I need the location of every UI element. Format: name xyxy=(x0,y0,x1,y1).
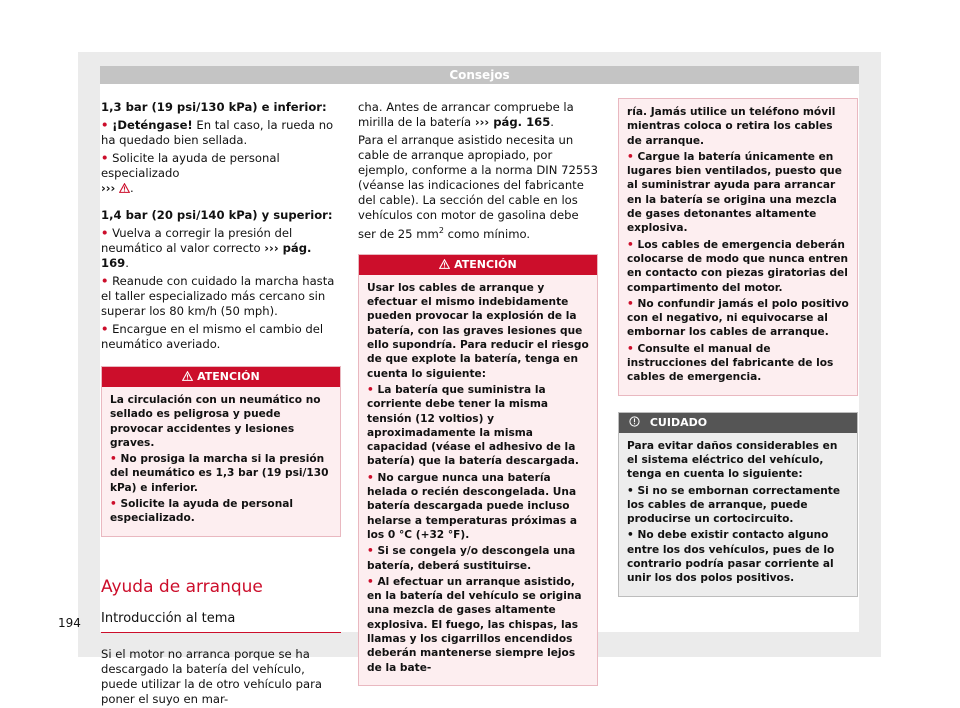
superscript: 2 xyxy=(438,226,444,235)
list-item xyxy=(101,274,341,319)
bullet-icon: • xyxy=(367,545,374,558)
list-item: • Vuelva a corregir la presión del neumático al valor correcto ››› pág. 169. xyxy=(101,226,312,270)
list-item xyxy=(101,118,341,148)
list-item-text: Si no se embornan correctamente los cables de arranque, puede producirse un cortocircuito. xyxy=(627,484,841,526)
info-icon xyxy=(629,416,640,427)
note-box-header xyxy=(619,413,857,433)
list-item-text: Reanude con cuidado la marcha hasta el taller especializado más cercano sin superar los 80 km/h (50 mph). xyxy=(101,274,335,318)
column-3 xyxy=(618,100,858,597)
warning-box-body xyxy=(619,99,857,395)
page-number: 194 xyxy=(58,616,81,630)
bullet-icon: • xyxy=(101,118,109,132)
list-item-text: En tal caso, la rueda no ha quedado bien sellada. xyxy=(101,118,334,147)
bullet-icon: • xyxy=(101,151,109,165)
list-item-text: La batería que suministra la corriente debe tener la misma tensión (12 voltios) y aproximadamente la misma capacidad (véase el adhesivo de la batería) que la batería descargada. xyxy=(367,383,579,468)
list-item xyxy=(627,238,849,295)
column-2 xyxy=(358,100,598,686)
bullet-icon: • xyxy=(627,150,634,163)
warning-box xyxy=(101,366,341,537)
list-item xyxy=(627,150,849,236)
page-reference-link[interactable]: ››› pág. 169 xyxy=(101,241,312,270)
note-title: CUIDADO xyxy=(649,415,708,429)
warning-intro: Usar los cables de arranque y efectuar el mismo indebidamente pueden provocar la explosión de la batería, con las graves lesiones que ello supondría. Para reducir el riesgo de que explote la batería, tenga en cuenta lo siguiente: xyxy=(367,281,589,380)
body-paragraph: Si el motor no arranca porque se ha descargado la batería del vehículo, puede utilizar la de otro vehículo para poner el suyo en mar- xyxy=(101,646,322,706)
stop-label: ¡Deténgase! xyxy=(112,118,193,132)
list-item xyxy=(367,383,589,469)
paragraph-text: como mínimo. xyxy=(443,226,531,241)
body-paragraph: cha. Antes de arrancar compruebe la mirilla de la batería ››› pág. 165. xyxy=(358,100,574,129)
list-item xyxy=(101,322,341,352)
list-item xyxy=(367,544,589,573)
reference-arrow[interactable]: ››› xyxy=(101,181,116,195)
list-item-text: Solicite la ayuda de personal especializado. xyxy=(110,498,294,525)
bullet-icon: • xyxy=(627,484,634,497)
list-item xyxy=(367,575,589,675)
chapter-header: Consejos xyxy=(100,66,859,84)
section-title: Ayuda de arranque xyxy=(101,576,263,597)
bullet-icon: • xyxy=(110,498,117,511)
list-item xyxy=(110,497,332,526)
bullet-icon: • xyxy=(627,238,634,251)
bullet-icon: • xyxy=(627,342,634,355)
warning-icon xyxy=(119,183,130,193)
list-item-text: Si se congela y/o descongela una batería, deberá sustituirse. xyxy=(367,545,576,572)
note-box xyxy=(618,412,858,597)
page-reference-link[interactable]: ››› pág. 165 xyxy=(474,115,551,129)
list-item-text: Al efectuar un arranque asistido, en la batería del vehículo se origina una mezcla de gases altamente explosiva. El fuego, las chispas, las llamas y los cigarrillos encendidos deberán mantenerse siempre lejos de la bate- xyxy=(367,575,582,674)
warning-box xyxy=(358,254,598,686)
warning-box-body xyxy=(359,275,597,685)
warning-intro: ría. Jamás utilice un teléfono móvil mientras coloca o retira los cables de arranque. xyxy=(627,106,836,147)
warning-intro: La circulación con un neumático no sellado es peligrosa y puede provocar accidentes y lesiones graves. xyxy=(110,394,321,449)
list-item-text: Los cables de emergencia deberán colocarse de modo que nunca entren en contacto con piezas giratorias del compartimento del motor. xyxy=(627,238,849,294)
bullet-icon: • xyxy=(101,226,109,240)
list-item-text: No cargue nunca una batería helada o recién descongelada. Una batería descargada puede incluso helarse a temperaturas próximas a los 0 °C (+32 °F). xyxy=(367,471,578,541)
warning-box-body xyxy=(102,387,340,536)
list-item-text: No debe existir contacto alguno entre los dos vehículos, pues de lo contrario podría pasar corriente al unir los dos polos positivos. xyxy=(627,529,835,585)
bullet-icon: • xyxy=(367,575,374,588)
bullet-icon: • xyxy=(367,471,374,484)
list-item xyxy=(367,471,589,542)
bullet-icon: • xyxy=(101,322,109,336)
bullet-icon: • xyxy=(367,383,374,396)
list-item xyxy=(627,528,849,585)
bullet-icon: • xyxy=(627,297,634,310)
list-item xyxy=(110,452,332,495)
warning-icon xyxy=(182,371,193,381)
body-paragraph xyxy=(358,133,598,242)
list-item-text: Cargue la batería únicamente en lugares bien ventilados, puesto que al suministrar ayuda para arrancar en la batería se origina una mezcla de gases detonantes altamente explosiva. xyxy=(627,150,842,235)
list-item-text: Vuelva a corregir la presión del neumático al valor correcto xyxy=(101,226,293,255)
list-item xyxy=(627,297,849,340)
warning-box-continued xyxy=(618,98,858,396)
note-box-body xyxy=(619,433,857,596)
warning-title: ATENCIÓN xyxy=(454,257,517,271)
warning-icon xyxy=(439,259,450,269)
warning-box-header xyxy=(359,255,597,275)
list-item-text: Consulte el manual de instrucciones del fabricante de los cables de emergencia. xyxy=(627,342,834,384)
list-item: • Solicite la ayuda de personal especializado ››› . xyxy=(101,151,280,195)
note-intro: Para evitar daños considerables en el sistema eléctrico del vehículo, tenga en cuenta lo siguiente: xyxy=(627,439,838,481)
paragraph-text: Para el arranque asistido necesita un cable de arranque apropiado, por ejemplo, conforme a la norma DIN 72553 (véanse las indicaciones del fabricante del cable). La sección del cable en los vehículos con motor de gasolina debe ser de 25 mm xyxy=(358,133,598,241)
list-item-text: Solicite la ayuda de personal especializado xyxy=(101,151,280,180)
list-item-text: No confundir jamás el polo positivo con el negativo, ni equivocarse al embornar los cables de arranque. xyxy=(627,297,849,339)
paragraph-text: cha. Antes de arrancar compruebe la mirilla de la batería xyxy=(358,100,574,129)
bullet-icon: • xyxy=(110,453,117,466)
warning-title: ATENCIÓN xyxy=(197,370,260,383)
section-subtitle: Introducción al tema xyxy=(101,611,341,633)
pressure-heading-high: 1,4 bar (20 psi/140 kPa) y superior: xyxy=(101,208,333,222)
list-item xyxy=(627,484,849,527)
list-item xyxy=(627,342,849,385)
bullet-icon: • xyxy=(627,529,634,542)
pressure-heading-low: 1,3 bar (19 psi/130 kPa) e inferior: xyxy=(101,100,327,114)
list-item-text: Encargue en el mismo el cambio del neumático averiado. xyxy=(101,322,324,351)
column-1 xyxy=(101,100,341,708)
warning-box-header xyxy=(102,367,340,387)
list-item-text: No prosiga la marcha si la presión del neumático es 1,3 bar (19 psi/130 kPa) e inferior. xyxy=(110,453,329,494)
bullet-icon: • xyxy=(101,274,109,288)
